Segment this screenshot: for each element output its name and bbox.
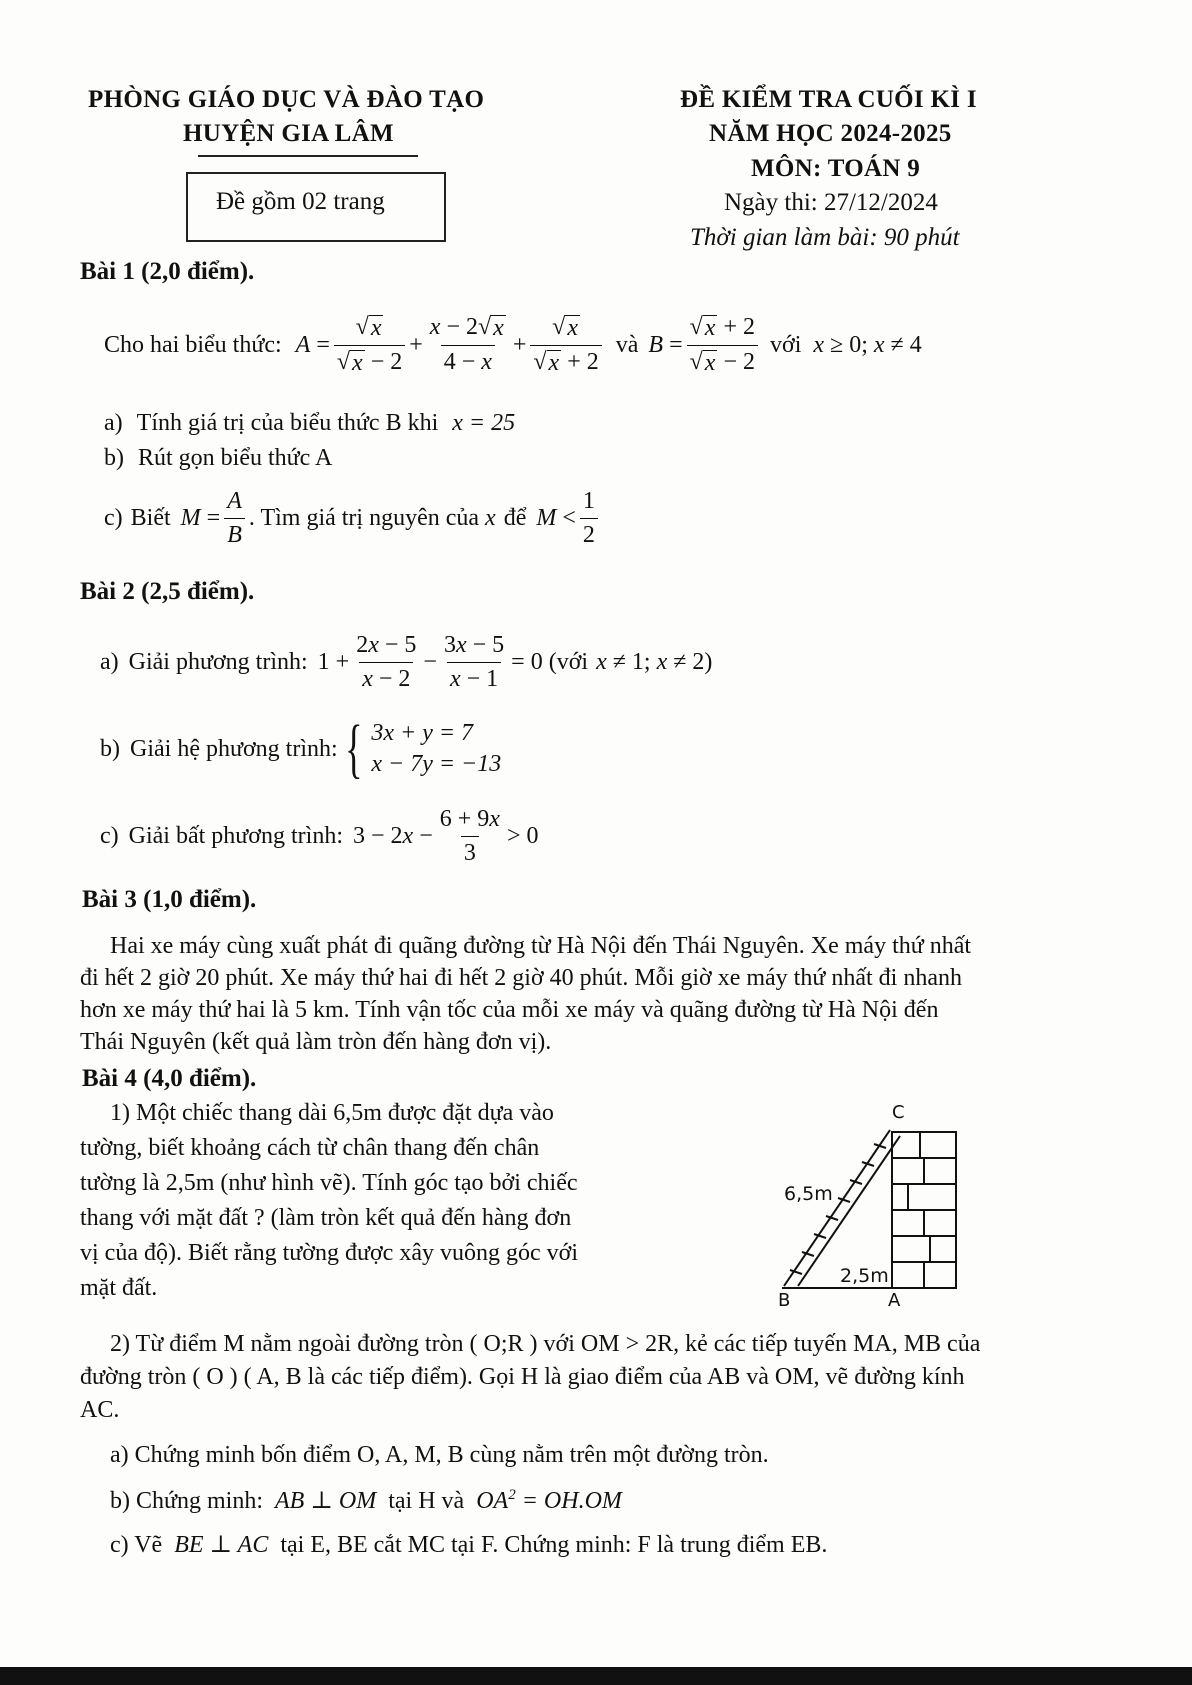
bai4-b-pre: b) Chứng minh:	[110, 1488, 264, 1514]
bai4-part2	[80, 1328, 1120, 1427]
bai4-p2-line3: AC.	[80, 1397, 120, 1423]
fraction-a2: x − 2 √ x 4 − x	[429, 314, 504, 375]
bai2-b-text: Giải hệ phương trình:	[130, 735, 338, 762]
exam-title: ĐỀ KIỂM TRA CUỐI KÌ I	[680, 86, 977, 113]
bai1-c-text: . Tìm giá trị nguyên của	[248, 504, 480, 531]
dept-name: PHÒNG GIÁO DỤC VÀ ĐÀO TẠO	[88, 86, 485, 113]
pages-note: Đề gồm 02 trang	[216, 188, 385, 215]
bai1-expressions: Cho hai biểu thức: A = √ x √ x − 2 + x − 2 √ x 4 − x + √ x √ x + 2 và B = √ x + 2 √ x − 2 với x ≥ 0; x ≠ 4	[104, 314, 922, 376]
bai2-c-text: Giải bất phương trình:	[128, 822, 343, 849]
bai4-p1-line4: thang với mặt đất ? (làm tròn kết quả đến hàng đơn	[80, 1205, 572, 1231]
bai3-line2: đi hết 2 giờ 20 phút. Xe máy thứ hai đi hết 2 giờ 40 phút. Mỗi giờ xe máy thứ nhất đi nhanh	[80, 965, 962, 991]
label-A: A	[888, 1290, 901, 1310]
bai3-line1: Hai xe máy cùng xuất phát đi quãng đường từ Hà Nội đến Thái Nguyên. Xe máy thứ nhất	[110, 933, 972, 959]
bai1-b-label: b)	[104, 445, 124, 471]
bai1-c-de: để	[503, 504, 527, 531]
brick-wall	[892, 1132, 956, 1288]
exam-duration: Thời gian làm bài: 90 phút	[690, 224, 960, 251]
bai2-b-label: b)	[100, 735, 120, 762]
bai1-with: với	[770, 331, 802, 358]
bai2-eq1: 3x + y = 7	[371, 720, 474, 746]
bai1-a	[104, 410, 515, 437]
bai4-heading: Bài 4 (4,0 điểm).	[82, 1065, 257, 1092]
bai2-heading: Bài 2 (2,5 điểm).	[80, 578, 255, 605]
label-C: C	[892, 1102, 905, 1123]
bai4-c-pre: c) Vẽ	[110, 1532, 163, 1558]
exam-date: Ngày thi: 27/12/2024	[724, 189, 938, 216]
bai4-p1-line5: vị của độ). Biết rằng tường được xây vuông góc với	[80, 1240, 578, 1266]
bai4-a: a) Chứng minh bốn điểm O, A, M, B cùng nằm trên một đường tròn.	[110, 1442, 769, 1468]
ladder	[784, 1130, 900, 1286]
bai2-a-text: Giải phương trình:	[128, 648, 308, 675]
bai3-body	[80, 930, 1120, 1058]
district-underline	[198, 155, 418, 157]
bai4-p2-line1: 2) Từ điểm M nằm ngoài đường tròn ( O;R ) với OM > 2R, kẻ các tiếp tuyến MA, MB của	[110, 1331, 981, 1357]
label-B: B	[778, 1290, 791, 1310]
bai2-a-label: a)	[100, 648, 119, 675]
bai1-c-biet: Biết	[130, 504, 171, 531]
bai4-b-mid: tại H và	[388, 1488, 465, 1514]
system-brace: {	[344, 712, 363, 785]
bai1-c: c) Biết M = $\frac{A}{B}$ . Tìm giá trị nguyên của x để M < $\frac{1}{2}$	[104, 482, 602, 554]
bai1-a-label: a)	[104, 410, 123, 436]
bai2-b	[100, 708, 501, 790]
bai2-c-label: c)	[100, 822, 119, 849]
bai2-c: c) Giải bất phương trình: 3 − 2x − $\frac{6 + 9x}{3}$ > 0	[100, 805, 539, 866]
bai1-b	[104, 445, 332, 472]
fraction-b: √ x + 2 √ x − 2	[687, 314, 758, 375]
bai2-eq2: x − 7y = −13	[371, 751, 502, 777]
bai3-line4: Thái Nguyên (kết quả làm tròn đến hàng đơn vị).	[80, 1029, 552, 1055]
bai1-intro: Cho hai biểu thức:	[104, 331, 282, 358]
bai4-p1-line2: tường, biết khoảng cách từ chân thang đến chân	[80, 1135, 540, 1161]
bai2-a: a) Giải phương trình: 1 + $\frac{2x - 5}{x - 2}$ − $\frac{3x - 5}{x - 1}$ = 0 (với x ≠ 1; x ≠ 2)	[100, 631, 713, 692]
bai3-line3: hơn xe máy thứ hai là 5 km. Tính vận tốc của mỗi xe máy và quãng đường từ Hà Nội đến	[80, 997, 939, 1023]
bai1-a-cond: x = 25	[452, 410, 516, 436]
bai1-and: và	[615, 331, 639, 358]
school-year: NĂM HỌC 2024-2025	[709, 120, 952, 147]
label-ladder-length: 6,5m	[784, 1183, 833, 1205]
fraction-a3: √ x √ x + 2	[530, 314, 601, 375]
bai1-b-text: Rút gọn biểu thức A	[138, 445, 333, 471]
bai1-heading: Bài 1 (2,0 điểm).	[80, 258, 255, 285]
bai4-b: b) Chứng minh: AB ⊥ OM tại H và $OA^2 = OH.OM$	[110, 1487, 622, 1514]
fraction-a1: √ x √ x − 2	[334, 314, 405, 375]
bai4-c-post: tại E, BE cắt MC tại F. Chứng minh: F là trung điểm EB.	[280, 1532, 828, 1558]
bai4-part1	[80, 1096, 652, 1306]
bai1-a-text: Tính giá trị của biểu thức B khi	[136, 410, 439, 436]
bai3-heading: Bài 3 (1,0 điểm).	[82, 886, 257, 913]
bai4-p1-line6: mặt đất.	[80, 1275, 158, 1301]
scan-bottom-edge	[0, 1667, 1192, 1685]
label-ground-length: 2,5m	[840, 1265, 889, 1287]
bai4-p2-line2: đường tròn ( O ) ( A, B là các tiếp điểm). Gọi H là giao điểm của AB và OM, vẽ đường kính	[80, 1364, 965, 1390]
bai4-c: c) Vẽ BE ⊥ AC tại E, BE cắt MC tại F. Chứng minh: F là trung điểm EB.	[110, 1532, 828, 1558]
bai1-c-label: c)	[104, 504, 123, 531]
ladder-wall-figure	[770, 1100, 1010, 1310]
bai4-p1-line3: tường là 2,5m (như hình vẽ). Tính góc tạo bởi chiếc	[80, 1170, 578, 1196]
district-name: HUYỆN GIA LÂM	[183, 120, 394, 147]
bai2-a-cond: (với	[548, 648, 589, 675]
bai4-p1-line1: 1) Một chiếc thang dài 6,5m được đặt dựa vào	[110, 1100, 554, 1126]
subject: MÔN: TOÁN 9	[751, 155, 921, 182]
